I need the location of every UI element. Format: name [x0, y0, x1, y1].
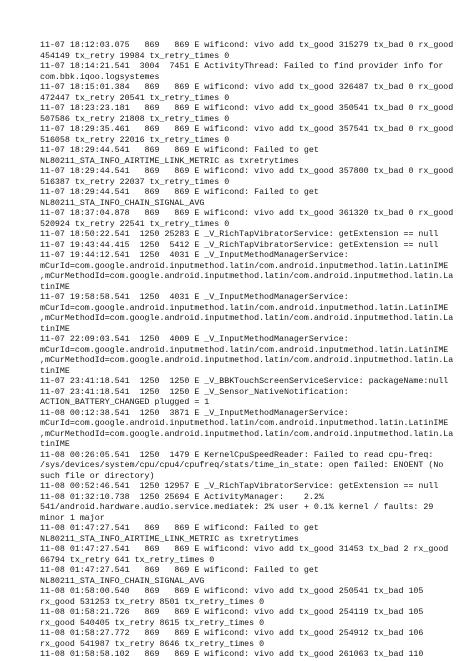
log-line: ,mCurMethodId=com.google.android.inputmethod.latin/com.android.inputmethod.latin.La — [40, 314, 454, 323]
log-line: 11-07 22:09:03.541 1250 4009 E _V_InputMethodManagerService: — [40, 335, 349, 344]
log-line: 11-07 18:23:23.181 869 869 E wificond: vivo add tx_good 350541 tx_bad 0 rx_good — [40, 104, 454, 113]
log-line: 11-08 01:32:10.738 1250 25694 E ActivityManager: 2.2% — [40, 492, 324, 502]
log-line: tinIME — [40, 366, 70, 376]
log-line: 507586 tx_retry 21808 tx_retry_times 0 — [40, 114, 230, 124]
log-line: 11-07 23:41:18.541 1250 1250 E _V_BBKTouchScreenServiceService: packageName:null — [40, 377, 449, 386]
log-line: mCurId=com.google.android.inputmethod.latin/com.android.inputmethod.latin.LatinIME — [40, 345, 449, 355]
log-line: mCurId=com.google.android.inputmethod.latin/com.android.inputmethod.latin.LatinIME — [40, 303, 449, 313]
log-line: 11-07 19:58:58.541 1250 4031 E _V_InputMethodManagerService: — [40, 293, 349, 302]
log-line: rx_good 531253 tx_retry 8501 tx_retry_times 0 — [40, 597, 265, 607]
log-line: NL80211_STA_INFO_CHAIN_SIGNAL_AVG — [40, 576, 205, 586]
log-line: 516387 tx_retry 22037 tx_retry_times 0 — [40, 177, 230, 187]
log-line: 11-07 18:15:01.384 869 869 E wificond: vivo add tx_good 326487 tx_bad 0 rx_good — [40, 83, 454, 92]
log-line: 11-08 01:58:58.102 869 869 E wificond: vivo add tx_good 261063 tx_bad 110 — [40, 650, 424, 659]
log-line: com.bbk.iqoo.logsystemes — [40, 72, 160, 82]
log-line: ,mCurMethodId=com.google.android.inputmethod.latin/com.android.inputmethod.latin.La — [40, 272, 454, 281]
log-line: 541/android.hardware.audio.service.mediatek: 2% user + 0.1% kernel / faults: 29 — [40, 503, 434, 512]
log-line: ACTION_BATTERY_CHANGED plugged = 1 — [40, 398, 210, 407]
log-line: 11-07 18:29:44.541 869 869 E wificond: Failed to get — [40, 146, 319, 155]
log-line: 472447 tx_retry 20541 tx_retry_times 0 — [40, 93, 230, 103]
log-line: 11-08 00:12:38.541 1250 3871 E _V_InputMethodManagerService: — [40, 408, 349, 418]
log-line: 11-07 19:43:44.415 1250 5412 E _V_RichTapVibratorService: getExtension == null — [40, 240, 439, 250]
log-line: 11-08 01:47:27.541 869 869 E wificond: Failed to get — [40, 566, 319, 575]
log-line: tinIME — [40, 282, 70, 292]
log-line: tinIME — [40, 440, 70, 449]
log-document — [40, 41, 460, 659]
log-line: 11-07 18:29:44.541 869 869 E wificond: vivo add tx_good 357800 tx_bad 0 rx_good — [40, 167, 454, 176]
log-line: 454149 tx_retry 19984 tx_retry_times 0 — [40, 51, 230, 61]
log-line: ,mCurMethodId=com.google.android.inputmethod.latin/com.android.inputmethod.latin.La — [40, 356, 454, 365]
log-line: rx_good 540405 tx_retry 8615 tx_retry_times 0 — [40, 618, 265, 628]
log-line: minor 1 major — [40, 513, 105, 523]
log-line: 11-08 00:26:05.541 1250 1479 E KernelCpuSpeedReader: Failed to read cpu-freq: — [40, 450, 434, 460]
log-line: mCurId=com.google.android.inputmethod.latin/com.android.inputmethod.latin.LatinIME — [40, 419, 449, 428]
log-line: mCurId=com.google.android.inputmethod.latin/com.android.inputmethod.latin.LatinIME — [40, 261, 449, 271]
log-line: 11-08 01:58:27.772 869 869 E wificond: vivo add tx_good 254912 tx_bad 106 — [40, 629, 424, 638]
log-line: 11-07 18:12:03.075 869 869 E wificond: vivo add tx_good 315279 tx_bad 0 rx_good — [40, 41, 454, 50]
log-line: 11-07 18:50:22.541 1250 25283 E _V_RichTapVibratorService: getExtension == null — [40, 230, 439, 239]
log-line: 516058 tx_retry 22016 tx_retry_times 0 — [40, 135, 230, 145]
log-line: 11-08 01:47:27.541 869 869 E wificond: Failed to get — [40, 524, 319, 533]
log-line: rx_good 541987 tx_retry 8646 tx_retry_times 0 — [40, 639, 265, 649]
log-line: 520924 tx_retry 22541 tx_retry_times 0 — [40, 219, 230, 229]
log-line: /sys/devices/system/cpu/cpu4/cpufreq/stats/time_in_state: open failed: ENOENT (No — [40, 461, 444, 470]
log-line: tinIME — [40, 324, 70, 334]
log-line: NL80211_STA_INFO_AIRTIME_LINK_METRIC as txretrytimes — [40, 534, 299, 544]
log-line: 11-07 18:29:35.461 869 869 E wificond: vivo add tx_good 357541 tx_bad 0 rx_good — [40, 125, 454, 134]
log-line: ,mCurMethodId=com.google.android.inputmethod.latin/com.android.inputmethod.latin.La — [40, 429, 454, 439]
log-line: 11-08 01:58:00.540 869 869 E wificond: vivo add tx_good 250541 tx_bad 105 — [40, 587, 424, 596]
log-line: 11-07 18:14:21.541 3004 7451 E ActivityThread: Failed to find provider info for — [40, 62, 444, 71]
log-line: 66794 tx_retry 641 tx_retry_times 0 — [40, 555, 215, 565]
log-line: NL80211_STA_INFO_CHAIN_SIGNAL_AVG — [40, 198, 205, 208]
log-line: 11-07 18:29:44.541 869 869 E wificond: Failed to get — [40, 188, 319, 197]
log-line: 11-07 19:44:12.541 1250 4031 E _V_InputMethodManagerService: — [40, 251, 349, 260]
log-line: 11-07 23:41:18.541 1250 1250 E _V_Sensor_NativeNotification: — [40, 387, 349, 397]
log-line: 11-07 18:37:04.878 869 869 E wificond: vivo add tx_good 361320 tx_bad 0 rx_good — [40, 209, 454, 218]
log-line: 11-08 01:58:21.726 869 869 E wificond: vivo add tx_good 254119 tx_bad 105 — [40, 608, 424, 617]
log-line: such file or directory) — [40, 471, 155, 481]
log-line: 11-08 01:47:27.541 869 869 E wificond: vivo add tx_good 31453 tx_bad 2 rx_good — [40, 545, 449, 554]
log-line: NL80211_STA_INFO_AIRTIME_LINK_METRIC as txretrytimes — [40, 156, 299, 166]
log-line: 11-08 00:52:46.541 1250 12957 E _V_RichTapVibratorService: getExtension == null — [40, 482, 439, 491]
